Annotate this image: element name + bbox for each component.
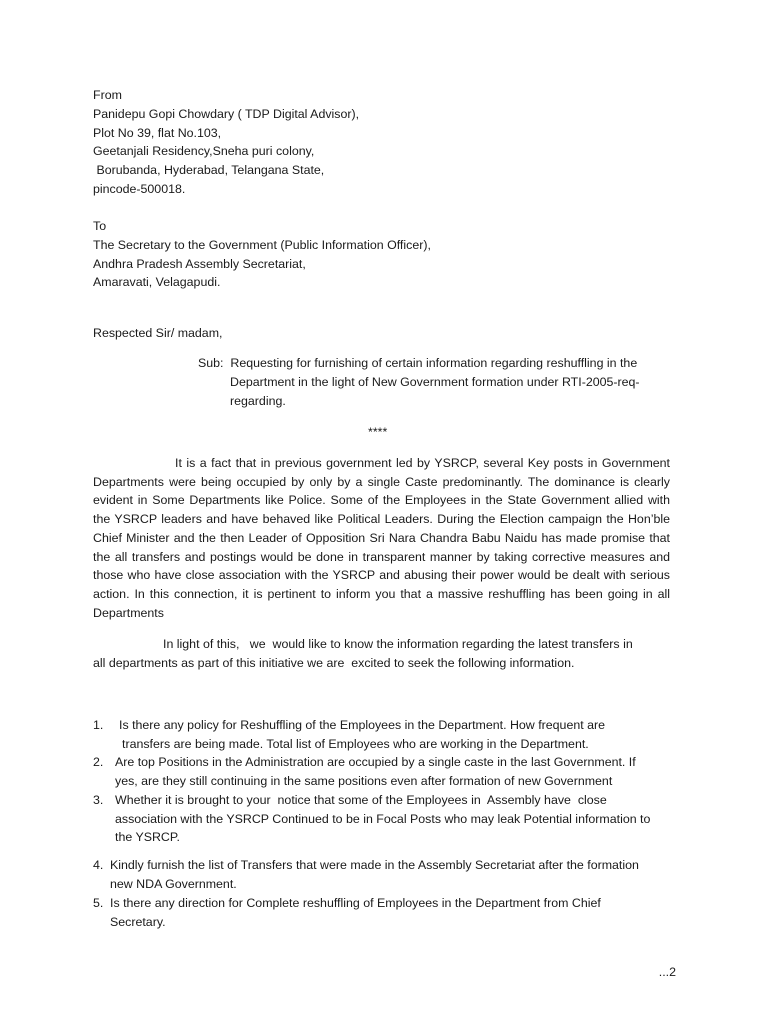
recipient-address-line: Andhra Pradesh Assembly Secretariat, — [93, 257, 306, 271]
list-item-text: Is there any policy for Reshuffling of the Employees in the Department. How frequent are — [119, 718, 606, 732]
list-item-text: new NDA Government. — [110, 877, 237, 891]
list-item-text: Are top Positions in the Administration are occupied by a single caste in the last Government. If — [115, 755, 636, 769]
list-item-text: the YSRCP. — [115, 830, 180, 844]
body-paragraph-line: all departments as part of this initiative we are excited to seek the following information. — [93, 656, 575, 670]
list-item-text: association with the YSRCP Continued to be in Focal Posts who may leak Potential information to — [115, 812, 651, 826]
list-item-text: Whether it is brought to your notice that some of the Employees in Assembly have close — [115, 793, 607, 807]
separator: **** — [368, 425, 388, 439]
recipient-address-line: Amaravati, Velagapudi. — [93, 275, 221, 289]
list-item-number: 3. — [93, 793, 104, 807]
sender-address-line: Plot No 39, flat No.103, — [93, 126, 222, 140]
to-label: To — [93, 219, 107, 233]
recipient-title: The Secretary to the Government (Public Information Officer), — [93, 238, 431, 252]
sender-name: Panidepu Gopi Chowdary ( TDP Digital Advisor), — [93, 107, 360, 121]
list-item-number: 2. — [93, 755, 104, 769]
list-item-text: Is there any direction for Complete reshuffling of Employees in the Department from Chief — [110, 896, 601, 910]
list-item-number: 5. — [93, 896, 104, 910]
salutation: Respected Sir/ madam, — [93, 326, 223, 340]
list-item-number: 1. — [93, 718, 104, 732]
body-paragraph: It is a fact that in previous government led by YSRCP, several Key posts in Government Departments were being occupied by only by a single Caste predominantly. The dominance is clearly evident in Some Departments like Police. Some of the Employees in the State Government allied with the YSRCP leaders and have behaved like Political Leaders. During the Election campaign the Hon’ble Chief Minister and the then Leader of Opposition Sri Nara Chandra Babu Naidu has made promise that the all transfers and postings would be done in transparent manner by taking corrective measures and those who have close association with the YSRCP and abusing their power would be dealt with serious action. In this connection, it is pertinent to inform you that a massive reshuffling has been going in all Departments — [93, 456, 670, 620]
list-item-text: yes, are they still continuing in the same positions even after formation of new Government — [115, 774, 613, 788]
list-item-number: 4. — [93, 858, 104, 872]
list-item-text: transfers are being made. Total list of Employees who are working in the Department. — [122, 737, 589, 751]
body-paragraph-line: In light of this, we would like to know the information regarding the latest transfers in — [163, 637, 633, 651]
sender-address-line: Geetanjali Residency,Sneha puri colony, — [93, 144, 315, 158]
sender-pincode: pincode-500018. — [93, 182, 186, 196]
subject-line: regarding. — [230, 394, 286, 408]
page-number: ...2 — [658, 965, 676, 979]
from-label: From — [93, 88, 122, 102]
list-item-text: Secretary. — [110, 915, 166, 929]
sender-address-line: Borubanda, Hyderabad, Telangana State, — [93, 163, 325, 177]
subject-line: Sub: Requesting for furnishing of certain information regarding reshuffling in the — [198, 356, 638, 370]
subject-line: Department in the light of New Government formation under RTI-2005-req- — [230, 375, 640, 389]
list-item-text: Kindly furnish the list of Transfers that were made in the Assembly Secretariat after the formation — [110, 858, 639, 872]
